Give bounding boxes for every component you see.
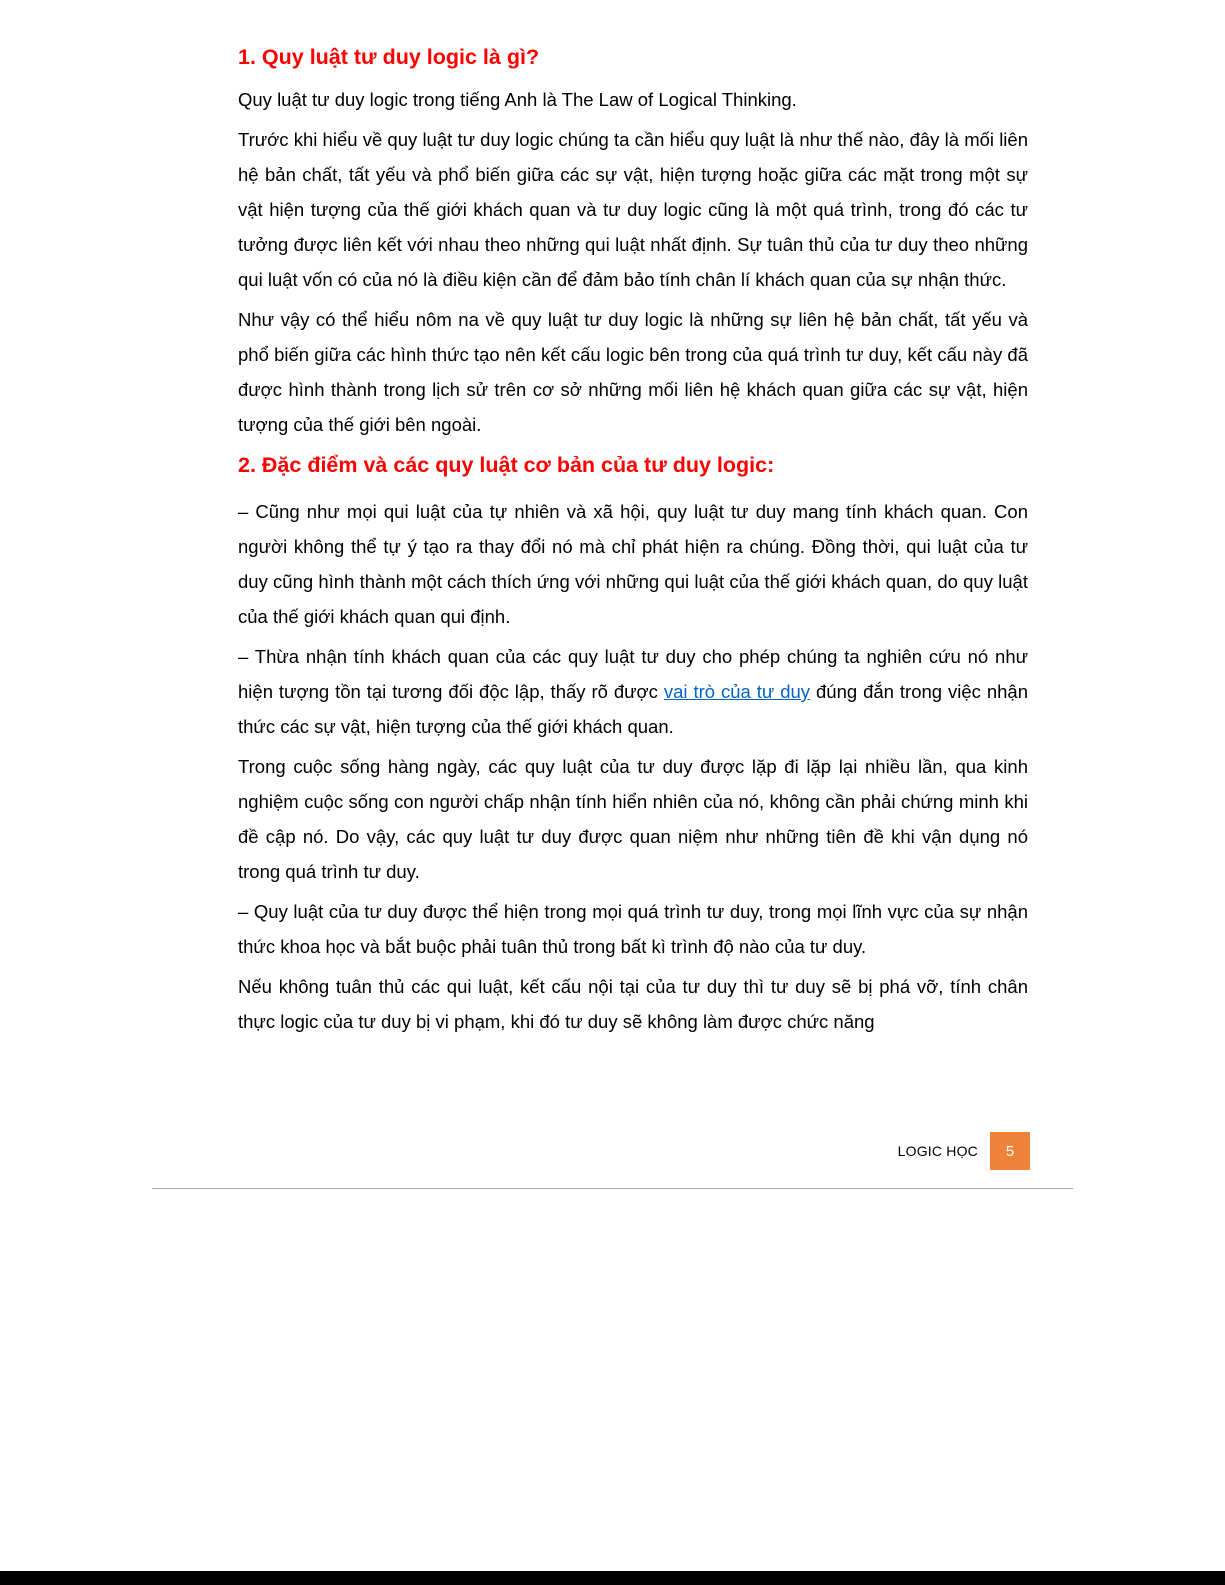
page-footer (898, 1133, 1030, 1169)
section-2-paragraph: – Quy luật của tư duy được thể hiện trong mọi quá trình tư duy, trong mọi lĩnh vực của sự nhận thức khoa học và bắt buộc phải tuân thủ trong bất kì trình độ nào của tư duy. (238, 901, 1028, 957)
section-1-paragraph: Trước khi hiểu về quy luật tư duy logic chúng ta cần hiểu quy luật là như thế nào, đây là mối liên hệ bản chất, tất yếu và phổ biến giữa các sự vật, hiện tượng hoặc giữa các mặt trong một sự vật hiện tượng của thế giới khách quan và tư duy logic cũng là một quá trình, trong đó các tư tưởng được liên kết với nhau theo những qui luật nhất định. Sự tuân thủ của tư duy theo những qui luật vốn có của nó là điều kiện cần để đảm bảo tính chân lí khách quan của sự nhận thức. (238, 129, 1028, 290)
page-number-badge (990, 1132, 1030, 1170)
section-1-heading: 1. Quy luật tư duy logic là gì? (238, 45, 540, 69)
document-body (238, 40, 1028, 1044)
page-number: 5 (1005, 1142, 1015, 1160)
section-1-paragraph: Quy luật tư duy logic trong tiếng Anh là The Law of Logical Thinking. (238, 89, 797, 110)
footer-label: LOGIC HỌC (897, 1143, 978, 1159)
link-paragraph-before: – Thừa nhận tính khách quan của các quy luật tư duy cho phép chúng ta nghiên cứu nó như hiện tượng tồn tại tương đối độc lập, thấy rõ được (238, 646, 1028, 702)
section-1-paragraph: Như vậy có thể hiểu nôm na về quy luật tư duy logic là những sự liên hệ bản chất, tất yếu và phổ biến giữa các hình thức tạo nên kết cấu logic bên trong của quá trình tư duy, kết cấu này đã được hình thành trong lịch sử trên cơ sở những mối liên hệ khách quan giữa các sự vật, hiện tượng của thế giới bên ngoài. (238, 309, 1028, 435)
section-2-paragraph: Trong cuộc sống hàng ngày, các quy luật của tư duy được lặp đi lặp lại nhiều lần, qua kinh nghiệm cuộc sống con người chấp nhận tính hiển nhiên của nó, không cần phải chứng minh khi đề cập nó. Do vậy, các quy luật tư duy được quan niệm như những tiên đề khi vận dụng nó trong quá trình tư duy. (238, 756, 1028, 882)
section-2-paragraph: – Cũng như mọi qui luật của tự nhiên và xã hội, quy luật tư duy mang tính khách quan. Con người không thể tự ý tạo ra thay đổi nó mà chỉ phát hiện ra chúng. Đồng thời, qui luật của tư duy cũng hình thành một cách thích ứng với những qui luật của thế giới khách quan, do quy luật của thế giới khách quan qui định. (238, 501, 1028, 627)
page-bottom-edge (0, 1571, 1225, 1585)
link-paragraph-after: đúng đắn trong việc nhận thức các sự vật, hiện tượng của thế giới khách quan. (238, 681, 1028, 737)
section-2-link-paragraph (238, 639, 1028, 744)
section-2-heading: 2. Đặc điểm và các quy luật cơ bản của tư duy logic: (238, 453, 775, 477)
footer-divider (152, 1188, 1073, 1189)
vai-tro-tu-duy-link[interactable]: vai trò của tư duy (663, 681, 811, 702)
section-2-paragraph: Nếu không tuân thủ các qui luật, kết cấu nội tại của tư duy thì tư duy sẽ bị phá vỡ, tính chân thực logic của tư duy bị vi phạm, khi đó tư duy sẽ không làm được chức năng (238, 976, 1028, 1032)
